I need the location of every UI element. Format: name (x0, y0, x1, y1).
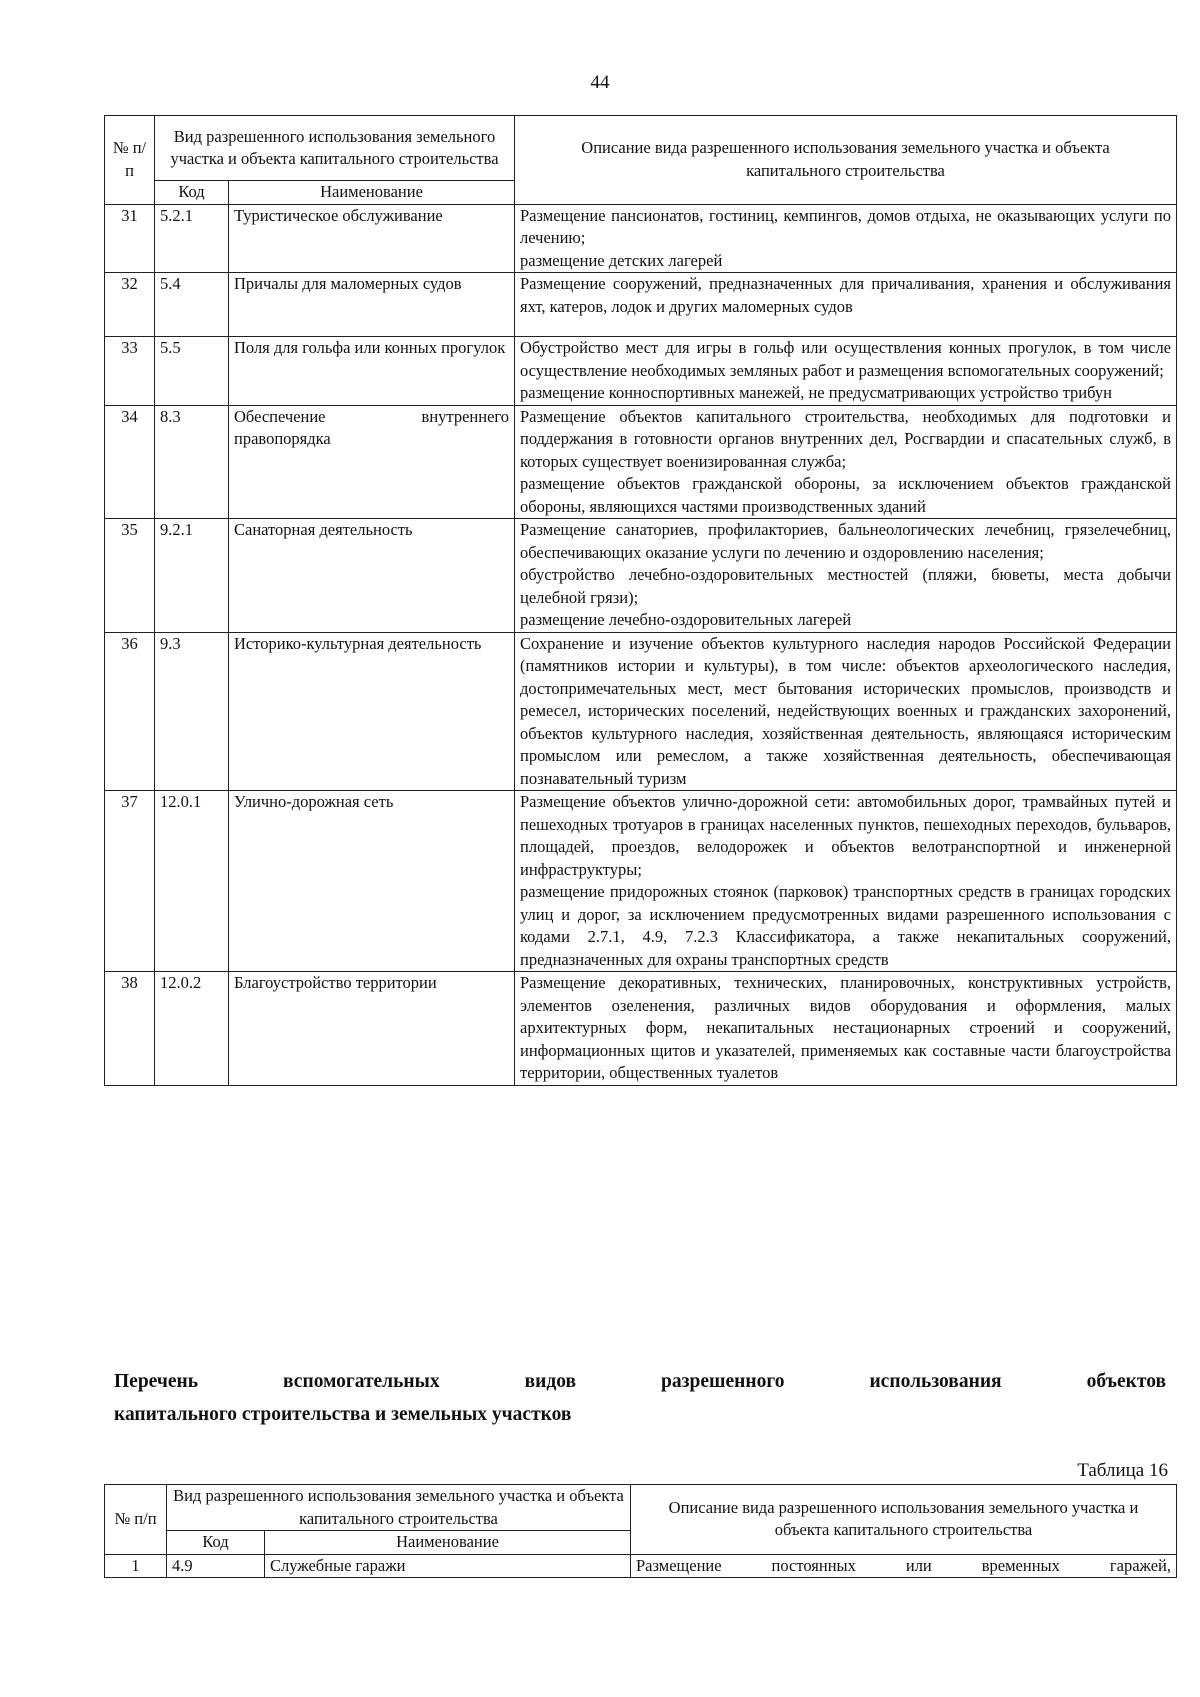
row-number: 36 (105, 632, 155, 791)
row-name: Поля для гольфа или конных прогулок (229, 337, 515, 406)
description-paragraph: Размещение сооружений, предназначенных для причаливания, хранения и обслуживания яхт, катеров, лодок и других маломерных судов (520, 274, 1171, 316)
table-row (105, 204, 1177, 273)
row-name: Улично-дорожная сеть (229, 791, 515, 972)
row-code: 12.0.2 (155, 972, 229, 1086)
row-code: 9.3 (155, 632, 229, 791)
row-number: 38 (105, 972, 155, 1086)
header-name: Наименование (229, 181, 515, 205)
row-name: Историко-культурная деятельность (229, 632, 515, 791)
table-row (105, 1554, 1177, 1578)
row-description (515, 273, 1177, 337)
description-paragraph: Размещение пансионатов, гостиниц, кемпингов, домов отдыха, не оказывающих услуги по лечению; (520, 205, 1171, 247)
description-paragraph: размещение объектов гражданской обороны, за исключением объектов гражданской обороны, являющихся частями производственных зданий (520, 474, 1171, 516)
row-number: 31 (105, 204, 155, 273)
section-heading-line1: Перечень вспомогательных видов разрешенного использования объектов (114, 1371, 1166, 1392)
row-name: Санаторная деятельность (229, 519, 515, 633)
row-number: 33 (105, 337, 155, 406)
description-paragraph: размещение придорожных стоянок (парковок) транспортных средств в границах городских улиц и дорог, за исключением предусмотренных видами разрешенного использования с кодами 2.7.1, 4.9, 7.2.3 Классификатора, а также некапитальных сооружений, предназначенных для охраны транспортных средств (520, 882, 1171, 969)
table-row (105, 632, 1177, 791)
row-code: 9.2.1 (155, 519, 229, 633)
table-15 (104, 115, 1177, 1086)
description-paragraph: Сохранение и изучение объектов культурного наследия народов Российской Федерации (памятников истории и культуры), в том числе: объектов археологического наследия, достопримечательных мест, мест бытования исторических промыслов, производств и ремесел, исторических поселений, недействующих военных и гражданских захоронений, объектов культурного наследия, хозяйственная деятельность, являющаяся историческим промыслом или ремеслом, а также хозяйственная деятельность, обеспечивающая познавательный туризм (520, 633, 1171, 788)
row-number: 37 (105, 791, 155, 972)
header-description: Описание вида разрешенного использования земельного участка и объекта капитального строительства (515, 116, 1177, 205)
table-row (105, 337, 1177, 406)
table-label: Таблица 16 (1077, 1460, 1168, 1481)
header-num: № п/п (105, 116, 155, 205)
row-description (515, 337, 1177, 406)
table-row (105, 519, 1177, 633)
table-row (105, 405, 1177, 519)
page-number: 44 (590, 72, 610, 93)
row-number: 34 (105, 405, 155, 519)
row-code: 5.2.1 (155, 204, 229, 273)
description-paragraph: размещение лечебно-оздоровительных лагерей (520, 610, 852, 629)
header-num: № п/п (105, 1485, 167, 1555)
row-name: Туристическое обслуживание (229, 204, 515, 273)
row-number: 35 (105, 519, 155, 633)
description-paragraph: Размещение объектов улично-дорожной сети: автомобильных дорог, трамвайных путей и пешеходных тротуаров в границах населенных пунктов, пешеходных переходов, бульваров, площадей, проездов, велодорожек и объектов велотранспортной и инженерной инфраструктуры; (520, 792, 1171, 879)
table-16 (104, 1484, 1177, 1578)
row-code: 5.4 (155, 273, 229, 337)
table-row (105, 273, 1177, 337)
row-name: Обеспечение внутреннего правопорядка (229, 405, 515, 519)
row-description (515, 972, 1177, 1086)
table-row (105, 972, 1177, 1086)
row-description (515, 405, 1177, 519)
description-paragraph: размещение детских лагерей (520, 250, 723, 270)
row-description: Размещение постоянных или временных гаражей, (631, 1554, 1177, 1578)
row-name: Причалы для маломерных судов (229, 273, 515, 337)
description-paragraph: размещение конноспортивных манежей, не предусматривающих устройство трибун (520, 383, 1112, 402)
row-code: 8.3 (155, 405, 229, 519)
row-name: Служебные гаражи (265, 1554, 631, 1578)
row-name: Благоустройство территории (229, 972, 515, 1086)
description-paragraph: Размещение декоративных, технических, планировочных, конструктивных устройств, элементов озеленения, различных видов оборудования и оформления, малых архитектурных форм, некапитальных нестационарных строений и сооружений, информационных щитов и указателей, применяемых как составные части благоустройства территории, общественных туалетов (520, 973, 1171, 1082)
row-description (515, 632, 1177, 791)
header-code: Код (155, 181, 229, 205)
section-heading (114, 1365, 1166, 1431)
row-code: 4.9 (167, 1554, 265, 1578)
row-description (515, 204, 1177, 273)
header-kind-title: Вид разрешенного использования земельного участка и объекта капитального строительства (167, 1485, 631, 1531)
description-paragraph: Размещение санаториев, профилакториев, бальнеологических лечебниц, грязелечебниц, обеспечивающих оказание услуги по лечению и оздоровлению населения; (520, 520, 1171, 562)
header-code: Код (167, 1531, 265, 1555)
header-kind-title: Вид разрешенного использования земельного участка и объекта капитального строительства (155, 116, 515, 181)
row-description (515, 519, 1177, 633)
row-number: 32 (105, 273, 155, 337)
row-description (515, 791, 1177, 972)
description-paragraph: обустройство лечебно-оздоровительных местностей (пляжи, бюветы, места добычи целебной грязи); (520, 565, 1171, 607)
header-name: Наименование (265, 1531, 631, 1555)
description-paragraph: Обустройство мест для игры в гольф или осуществления конных прогулок, в том числе осуществление необходимых земляных работ и размещения вспомогательных сооружений; (520, 338, 1171, 380)
table-row (105, 791, 1177, 972)
row-number: 1 (105, 1554, 167, 1578)
row-code: 5.5 (155, 337, 229, 406)
row-code: 12.0.1 (155, 791, 229, 972)
description-paragraph: Размещение объектов капитального строительства, необходимых для подготовки и поддержания в готовности органов внутренних дел, Росгвардии и спасательных служб, в которых существует военизированная служба; (520, 406, 1171, 471)
header-description: Описание вида разрешенного использования земельного участка и объекта капитального строительства (631, 1485, 1177, 1555)
section-heading-line2: капитального строительства и земельных участков (114, 1404, 572, 1425)
